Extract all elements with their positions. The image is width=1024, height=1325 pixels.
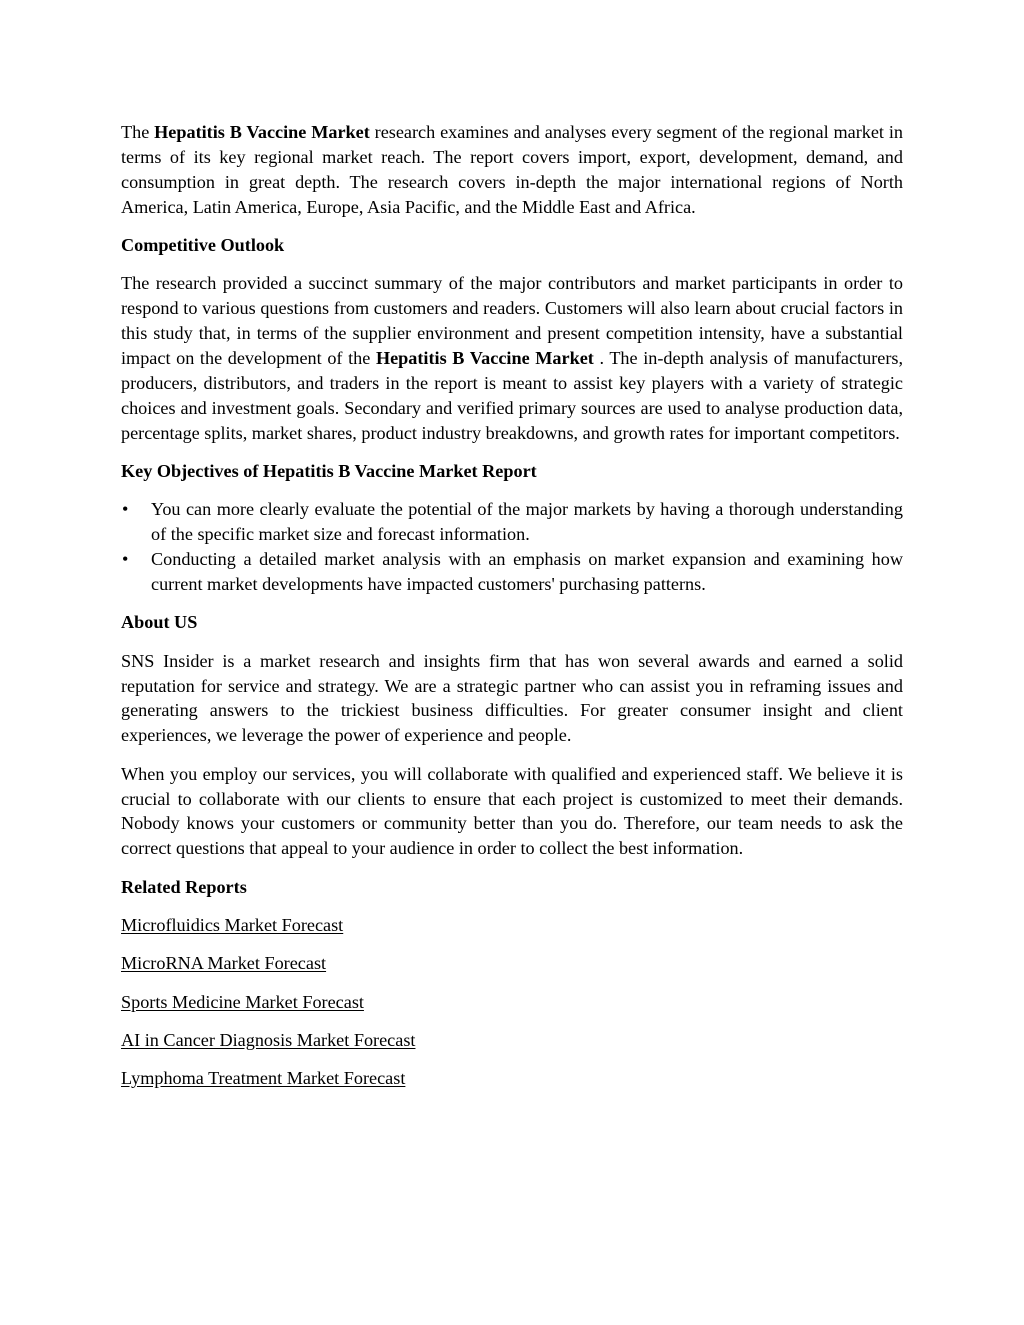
intro-text-rest: research examines and analyses every segment of the regional market in terms of its key regional market reach. The report covers import, export, development, demand, and consumption in great depth. The research covers in-depth the major international regions of North America, Latin America, Europe, Asia Pacific, and the Middle East and Africa.	[121, 122, 903, 217]
related-report-link[interactable]: AI in Cancer Diagnosis Market Forecast	[121, 1029, 416, 1050]
bullet-icon: •	[122, 499, 129, 520]
list-item	[121, 497, 903, 547]
related-report-link[interactable]: Lymphoma Treatment Market Forecast	[121, 1068, 406, 1089]
competitive-text-start: The research provided a succinct summary of the major contributors and market participants in order to respond to various questions from customers and readers. Customers will also learn about crucial factors in this study that, in terms of the supplier environment and present competition intensity, have a substantial impact on the development of the	[121, 273, 903, 369]
related-reports-heading: Related Reports	[121, 876, 247, 897]
competitive-outlook-paragraph	[121, 271, 903, 445]
list-item-text: Conducting a detailed market analysis with an emphasis on market expansion and examining how current market developments have impacted customers' purchasing patterns.	[151, 549, 903, 595]
intro-paragraph	[121, 120, 903, 220]
document-page	[121, 120, 903, 1091]
intro-text-start: The	[121, 122, 155, 142]
related-reports-list	[121, 913, 903, 1091]
bullet-icon: •	[122, 549, 129, 570]
about-us-paragraph: SNS Insider is a market research and insights firm that has won several awards and earned a solid reputation for service and strategy. We are a strategic partner who can assist you in reframing issues and generating answers to the trickiest business difficulties. For greater consumer insight and client experiences, we leverage the power of experience and people.	[121, 650, 903, 746]
about-us-heading: About US	[121, 612, 198, 633]
list-item-text: You can more clearly evaluate the potential of the major markets by having a thorough understanding of the specific market size and forecast information.	[151, 499, 903, 545]
related-report-link[interactable]: Sports Medicine Market Forecast	[121, 991, 364, 1012]
related-report-link[interactable]: MicroRNA Market Forecast	[121, 953, 327, 974]
key-objectives-list	[121, 497, 903, 597]
intro-market-name: Hepatitis B Vaccine Market	[154, 122, 370, 142]
competitive-text-rest: . The in-depth analysis of manufacturers, producers, distributors, and traders in the report is meant to assist key players with a variety of strategic choices and investment goals. Secondary and verified primary sources are used to analyse production data, percentage splits, market shares, product industry breakdowns, and growth rates for important competitors.	[121, 348, 903, 443]
competitive-outlook-heading: Competitive Outlook	[121, 235, 285, 256]
key-objectives-heading: Key Objectives of Hepatitis B Vaccine Market Report	[121, 461, 537, 482]
competitive-market-name: Hepatitis B Vaccine Market	[375, 348, 594, 369]
about-us-paragraph: When you employ our services, you will collaborate with qualified and experienced staff. We believe it is crucial to collaborate with our clients to ensure that each project is customized to meet their demands. Nobody knows your customers or community better than you do. Therefore, our team needs to ask the correct questions that appeal to your audience in order to collect the best information.	[121, 763, 903, 859]
related-report-link[interactable]: Microfluidics Market Forecast	[121, 914, 344, 935]
list-item	[121, 547, 903, 597]
